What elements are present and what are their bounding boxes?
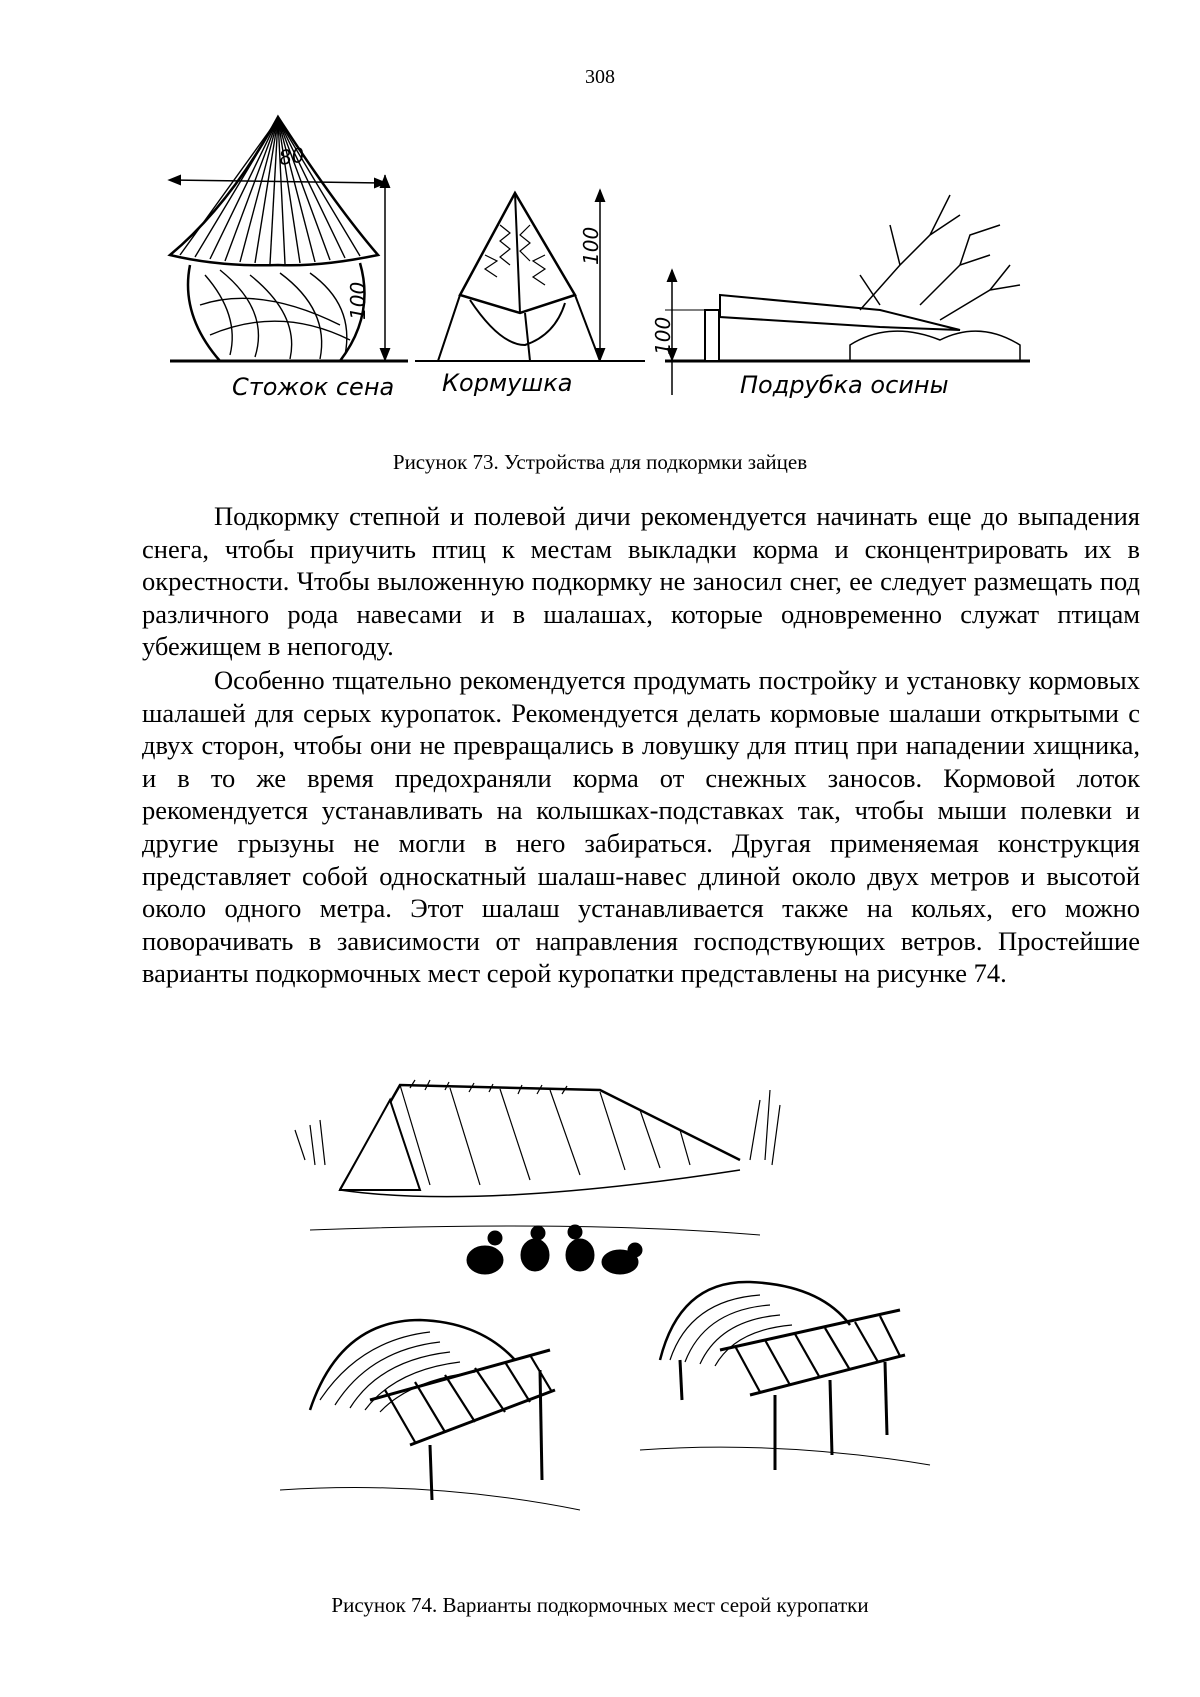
haystack-label: Стожок сена: [232, 373, 395, 401]
page-number: 308: [585, 66, 615, 88]
feeder-label: Кормушка: [442, 369, 573, 397]
aspen-drawing: [665, 195, 1020, 395]
haystack-height-dimension: 100: [346, 281, 370, 320]
arched-shelter-left-drawing: [280, 1320, 580, 1510]
paragraph-2: Особенно тщательно рекомендуется продумать постройку и установку кормовых шалашей для серых куропаток. Рекомендуется делать кормовые шалаши открытыми с двух сторон, чтобы они не превращались в ловушку для птиц при нападении хищника, и в то же время предохраняли корма от снежных заносов. Кормовой лоток рекомендуется устанавливать на колышках-подставках так, чтобы мыши полевки и другие грызуны не могли в него забираться. Другая применяемая конструкция представляет собой односкатный шалаш-навес длиной около двух метров и высотой около одного метра. Этот шалаш устанавливается также на кольях, его можно поворачивать в зависимости от направления господствующих ветров. Простейшие варианты подкормочных мест серой куропатки представлены на рисунке 74.: [142, 664, 1140, 989]
feeder-height-dimension: 100: [579, 226, 603, 265]
tent-shelter-drawing: [295, 1080, 780, 1235]
aspen-height-dimension: 100: [651, 316, 675, 355]
figure-73-illustration: [160, 105, 1040, 435]
arched-shelter-right-drawing: [640, 1282, 930, 1470]
aspen-label: Подрубка осины: [740, 371, 949, 399]
paragraph-1: Подкормку степной и полевой дичи рекомендуется начинать еще до выпадения снега, чтобы приучить птиц к местам выкладки корма и сконцентрировать их в окрестности. Чтобы выложенную подкормку не заносил снег, ее следует размещать под различного рода навесами и в шалашах, которые одновременно служат птицам убежищем в непогоду.: [142, 501, 1140, 662]
figure-74-caption: Рисунок 74. Варианты подкормочных мест серой куропатки: [331, 1593, 869, 1617]
feeder-drawing: [438, 190, 604, 361]
partridges-drawing: [467, 1225, 642, 1274]
haystack-width-dimension: 80: [277, 142, 306, 170]
figure-74-illustration: [280, 1070, 940, 1570]
figure-73-caption: Рисунок 73. Устройства для подкормки зайцев: [392, 450, 808, 474]
body-text: [142, 500, 1140, 991]
